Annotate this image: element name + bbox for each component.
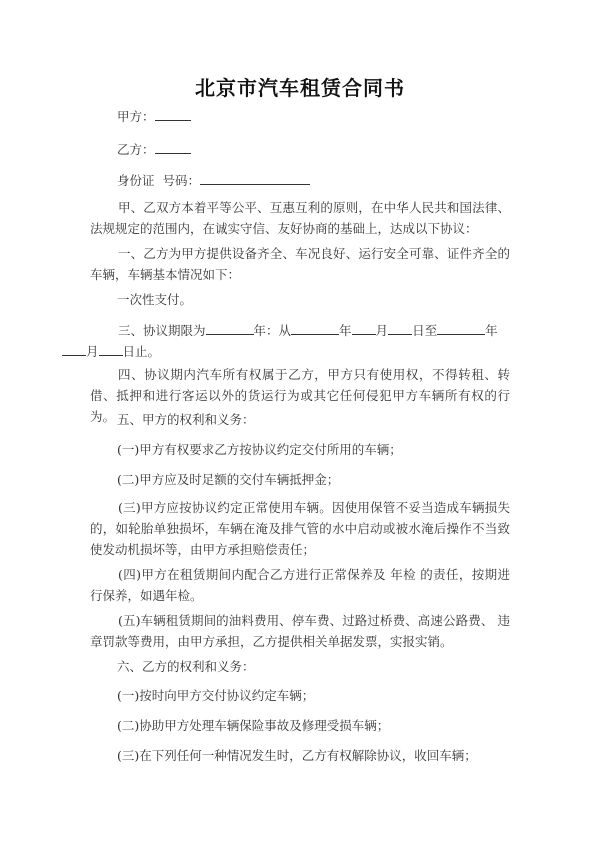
clause-5-item: (一)甲方有权要求乙方按协议约定交付所用的车辆；	[117, 442, 402, 457]
party-b-label: 乙方：	[117, 142, 155, 157]
payment-line: 一次性支付。	[117, 292, 193, 307]
end-year-blank[interactable]	[437, 322, 485, 335]
clause-6-item: (二)协助甲方处理车辆保险事故及修理受损车辆；	[117, 718, 390, 733]
clause-5-item: (五)车辆租赁期间的油料费用、停车费、过路过桥费、高速公路费、 违章罚款等费用，由甲方承担，乙方提供相关单据发票，实报实销。	[90, 613, 510, 649]
clause-1: 一、乙方为甲方提供设备齐全、车况良好、运行安全可靠、证件齐全的车辆，车辆基本情况如下：	[90, 246, 510, 282]
clause-3	[86, 320, 510, 362]
party-a-label: 甲方：	[117, 109, 155, 124]
clause-3-text: 日至	[412, 323, 438, 338]
document-title: 北京市汽车租赁合同书	[195, 76, 405, 100]
start-month-blank[interactable]	[352, 322, 376, 335]
clause-5-item: (四)甲方在租赁期间内配合乙方进行正常保养及 年检 的责任，按期进行保养，如遇年检。	[90, 567, 510, 603]
clause-3-text: 三、协议期限为	[118, 323, 206, 338]
party-a-blank[interactable]	[155, 108, 191, 121]
start-day-blank[interactable]	[388, 322, 412, 335]
party-b-blank[interactable]	[155, 141, 191, 154]
intro-paragraph: 甲、乙双方本着平等公平、互惠互利的原则，在中华人民共和国法律、法规规定的范围内，在诚实守信、友好协商的基础上，达成以下协议：	[90, 200, 510, 236]
clause-6-item: (三)在下列任何一种情况发生时，乙方有权解除协议，收回车辆；	[117, 748, 477, 763]
id-number-line	[117, 172, 310, 190]
clause-3-text: 年	[485, 323, 498, 338]
id-number-blank[interactable]	[200, 172, 310, 185]
clause-5-item: (三)甲方应按协议约定正常使用车辆。因使用保管不妥当造成车辆损失的，如轮胎单独损坏，车辆在淹及排气管的水中启动或被水淹后操作不当致使发动机损坏等，由甲方承担赔偿责任；	[90, 500, 510, 557]
id-number-label: 身份证 号码：	[117, 173, 200, 188]
clause-6-title: 六、乙方的权利和义务：	[117, 659, 255, 674]
clause-3-text: 月	[375, 323, 389, 338]
clause-3-text: 年：从	[253, 323, 292, 338]
clause-3-text: 日止。	[122, 344, 161, 359]
end-month-blank[interactable]	[62, 343, 86, 356]
clause-3-text: 月	[86, 344, 99, 359]
term-years-blank[interactable]	[206, 322, 254, 335]
start-year-blank[interactable]	[291, 322, 339, 335]
clause-5-title: 五、甲方的权利和义务：	[117, 412, 255, 427]
end-day-blank[interactable]	[99, 343, 123, 356]
clause-4: 四、协议期内汽车所有权属于乙方，甲方只有使用权，不得转租、转借、抵押和进行客运以外的货运行为或其它任何侵犯甲方车辆所有权的行为。	[90, 367, 510, 424]
clause-3-text: 年	[339, 323, 352, 338]
clause-5-item: (二)甲方应及时足额的交付车辆抵押金；	[117, 472, 340, 487]
party-b-line	[117, 141, 191, 159]
clause-6-item: (一)按时向甲方交付协议约定车辆；	[117, 688, 315, 703]
party-a-line	[117, 108, 191, 126]
